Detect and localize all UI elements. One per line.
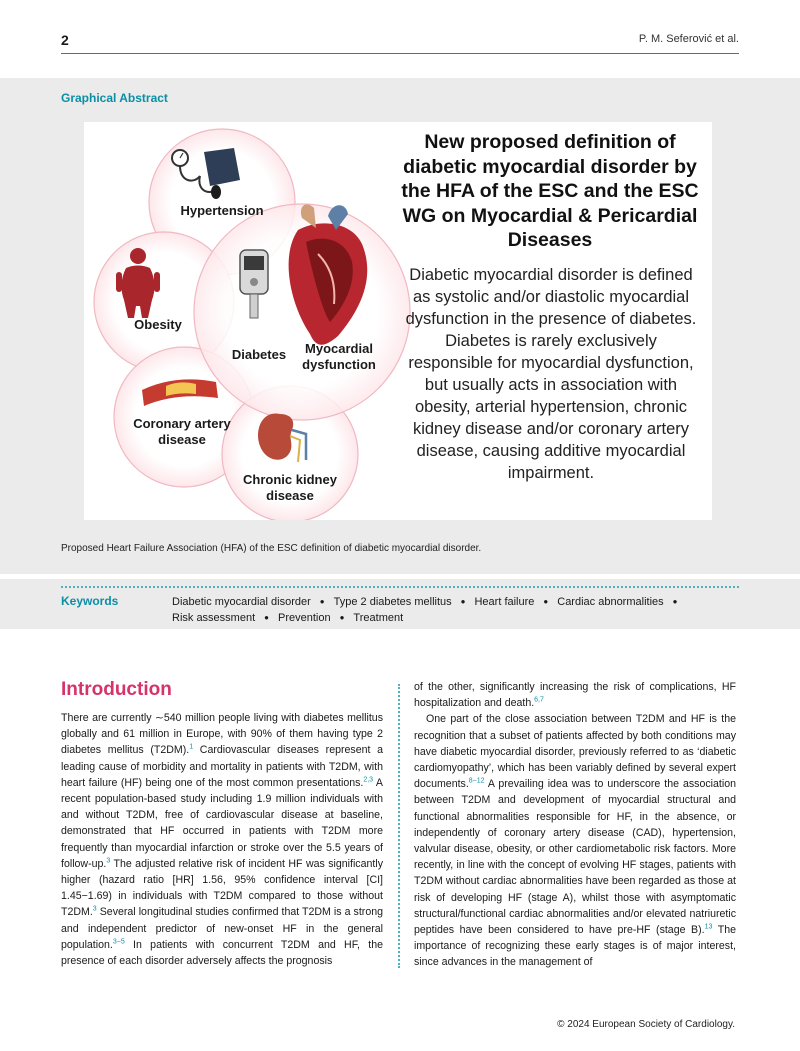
bullet-icon: ● <box>319 597 325 606</box>
bullet-icon: ● <box>339 613 345 622</box>
body-column-left <box>61 710 383 969</box>
page-number: 2 <box>61 32 69 48</box>
page-header <box>61 30 739 54</box>
keyword: Type 2 diabetes mellitus <box>333 596 452 608</box>
bullet-icon: ● <box>460 597 466 606</box>
citation-link[interactable]: 2,3 <box>363 776 374 784</box>
paragraph: One part of the close association between T2DM and HF is the recognition that a subset of patients affected by both conditions may have diabetic myocardial disorder, previously referred to as ‘diabetic cardiomyopathy’, which has been variably defined by several expert documents.$^{8-12}$ A prevailing idea was to underscore the association between T2DM and development of myocardial structural and functional abnormalities responsible for HF, in the absence, or independently of coronary artery disease (CAD), hypertension, valvular disease, obesity, or other cardiometabolic risk factors. More recently, in line with the concept of evolving HF stages, patients with T2DM without cardiac abnormalities have been regarded as those at risk of developing HF (stage A), whilst those with asymptomatic structural/functional cardiac abnormalities and/or elevated natriuretic peptides have been considered to have pre-HF (stage B).$^{13}$ The importance of recognizing these early stages is of major interest, since advances in the management of <box>414 713 736 969</box>
myocardial-dysfunction-label: Myocardial dysfunction <box>302 341 376 372</box>
column-divider <box>398 684 400 968</box>
keyword: Risk assessment <box>172 612 256 624</box>
ckd-label: Chronic kidney disease <box>243 472 337 503</box>
diabetes-label: Diabetes <box>231 347 287 362</box>
graphical-abstract-label: Graphical Abstract <box>61 91 168 105</box>
graphical-abstract-definition: Diabetic myocardial disorder is defined as systolic and/or diastolic myocardial dysfunction in the presence of diabetes. Diabetes is rarely exclusively responsible for myocardial dysfunction, but usually acts in association with obesity, arterial hypertension, chronic kidney disease and/or coronary artery disease, causing additive myocardial impairment. <box>405 266 697 482</box>
copyright-notice: © 2024 European Society of Cardiology. <box>557 1019 735 1030</box>
keywords-list <box>172 594 732 626</box>
graphical-abstract-panel <box>84 122 712 520</box>
body-column-right <box>414 679 736 971</box>
keyword: Prevention <box>277 612 331 624</box>
citation-link[interactable]: 6,7 <box>534 696 544 704</box>
keywords-label: Keywords <box>61 594 119 608</box>
running-head: P. M. Seferović et al. <box>638 33 739 45</box>
figure-caption: Proposed Heart Failure Association (HFA) of the ESC definition of diabetic myocardial disorder. <box>61 543 482 554</box>
citation-link[interactable]: 13 <box>704 923 713 931</box>
bullet-icon: ● <box>672 597 678 606</box>
keyword: Diabetic myocardial disorder <box>172 596 311 608</box>
keyword: Treatment <box>353 612 404 624</box>
citation-link[interactable]: 1 <box>189 743 194 751</box>
dotted-rule <box>61 586 739 588</box>
obesity-label: Obesity <box>134 317 182 332</box>
section-title: Introduction <box>61 679 172 700</box>
graphical-abstract-title: New proposed definition of diabetic myocardial disorder by the HFA of the ESC and the ESC WG on Myocardial & Pericardial Diseases <box>401 131 699 251</box>
citation-link[interactable]: 3 <box>106 857 111 865</box>
keyword: Cardiac abnormalities <box>557 596 664 608</box>
bullet-icon: ● <box>543 597 549 606</box>
paragraph: of the other, significantly increasing the risk of complications, HF hospitalization and death.$^{6,7}$ <box>414 681 736 710</box>
citation-link[interactable]: 8−12 <box>468 777 485 785</box>
cad-label: Coronary artery disease <box>133 416 231 447</box>
paragraph: There are currently ∼540 million people living with diabetes mellitus globally and 61 million in Europe, with 90% of them having type 2 diabetes mellitus (T2DM).$^1$ Cardiovascular diseases represent a leading cause of morbidity and mortality in patients with T2DM, with heart failure (HF) being one of the most common presentations.$^{2,3}$ A recent population-based study including 1.9 million individuals with and without T2DM, free of cardiovascular disease at baseline, demonstrated that HF occurred in patients with T2DM more frequently than myocardial infarction or stroke over the 5.5 years of follow-up.$^3$ The adjusted relative risk of incident HF was significantly higher (hazard ratio [HR] 1.56, 95% confidence interval [CI] 1.45−1.69) in individuals with T2DM compared to those without T2DM.$^3$ Several longitudinal studies confirmed that T2DM is a strong and independent predictor of new-onset HF in the general population.$^{3-5}$ In patients with concurrent T2DM and HF, the presence of each disorder adversely affects the prognosis <box>61 712 384 968</box>
citation-link[interactable]: 3−5 <box>112 938 125 946</box>
keyword: Heart failure <box>474 596 535 608</box>
citation-link[interactable]: 3 <box>92 905 97 913</box>
hypertension-label: Hypertension <box>180 203 264 218</box>
bullet-icon: ● <box>264 613 269 622</box>
